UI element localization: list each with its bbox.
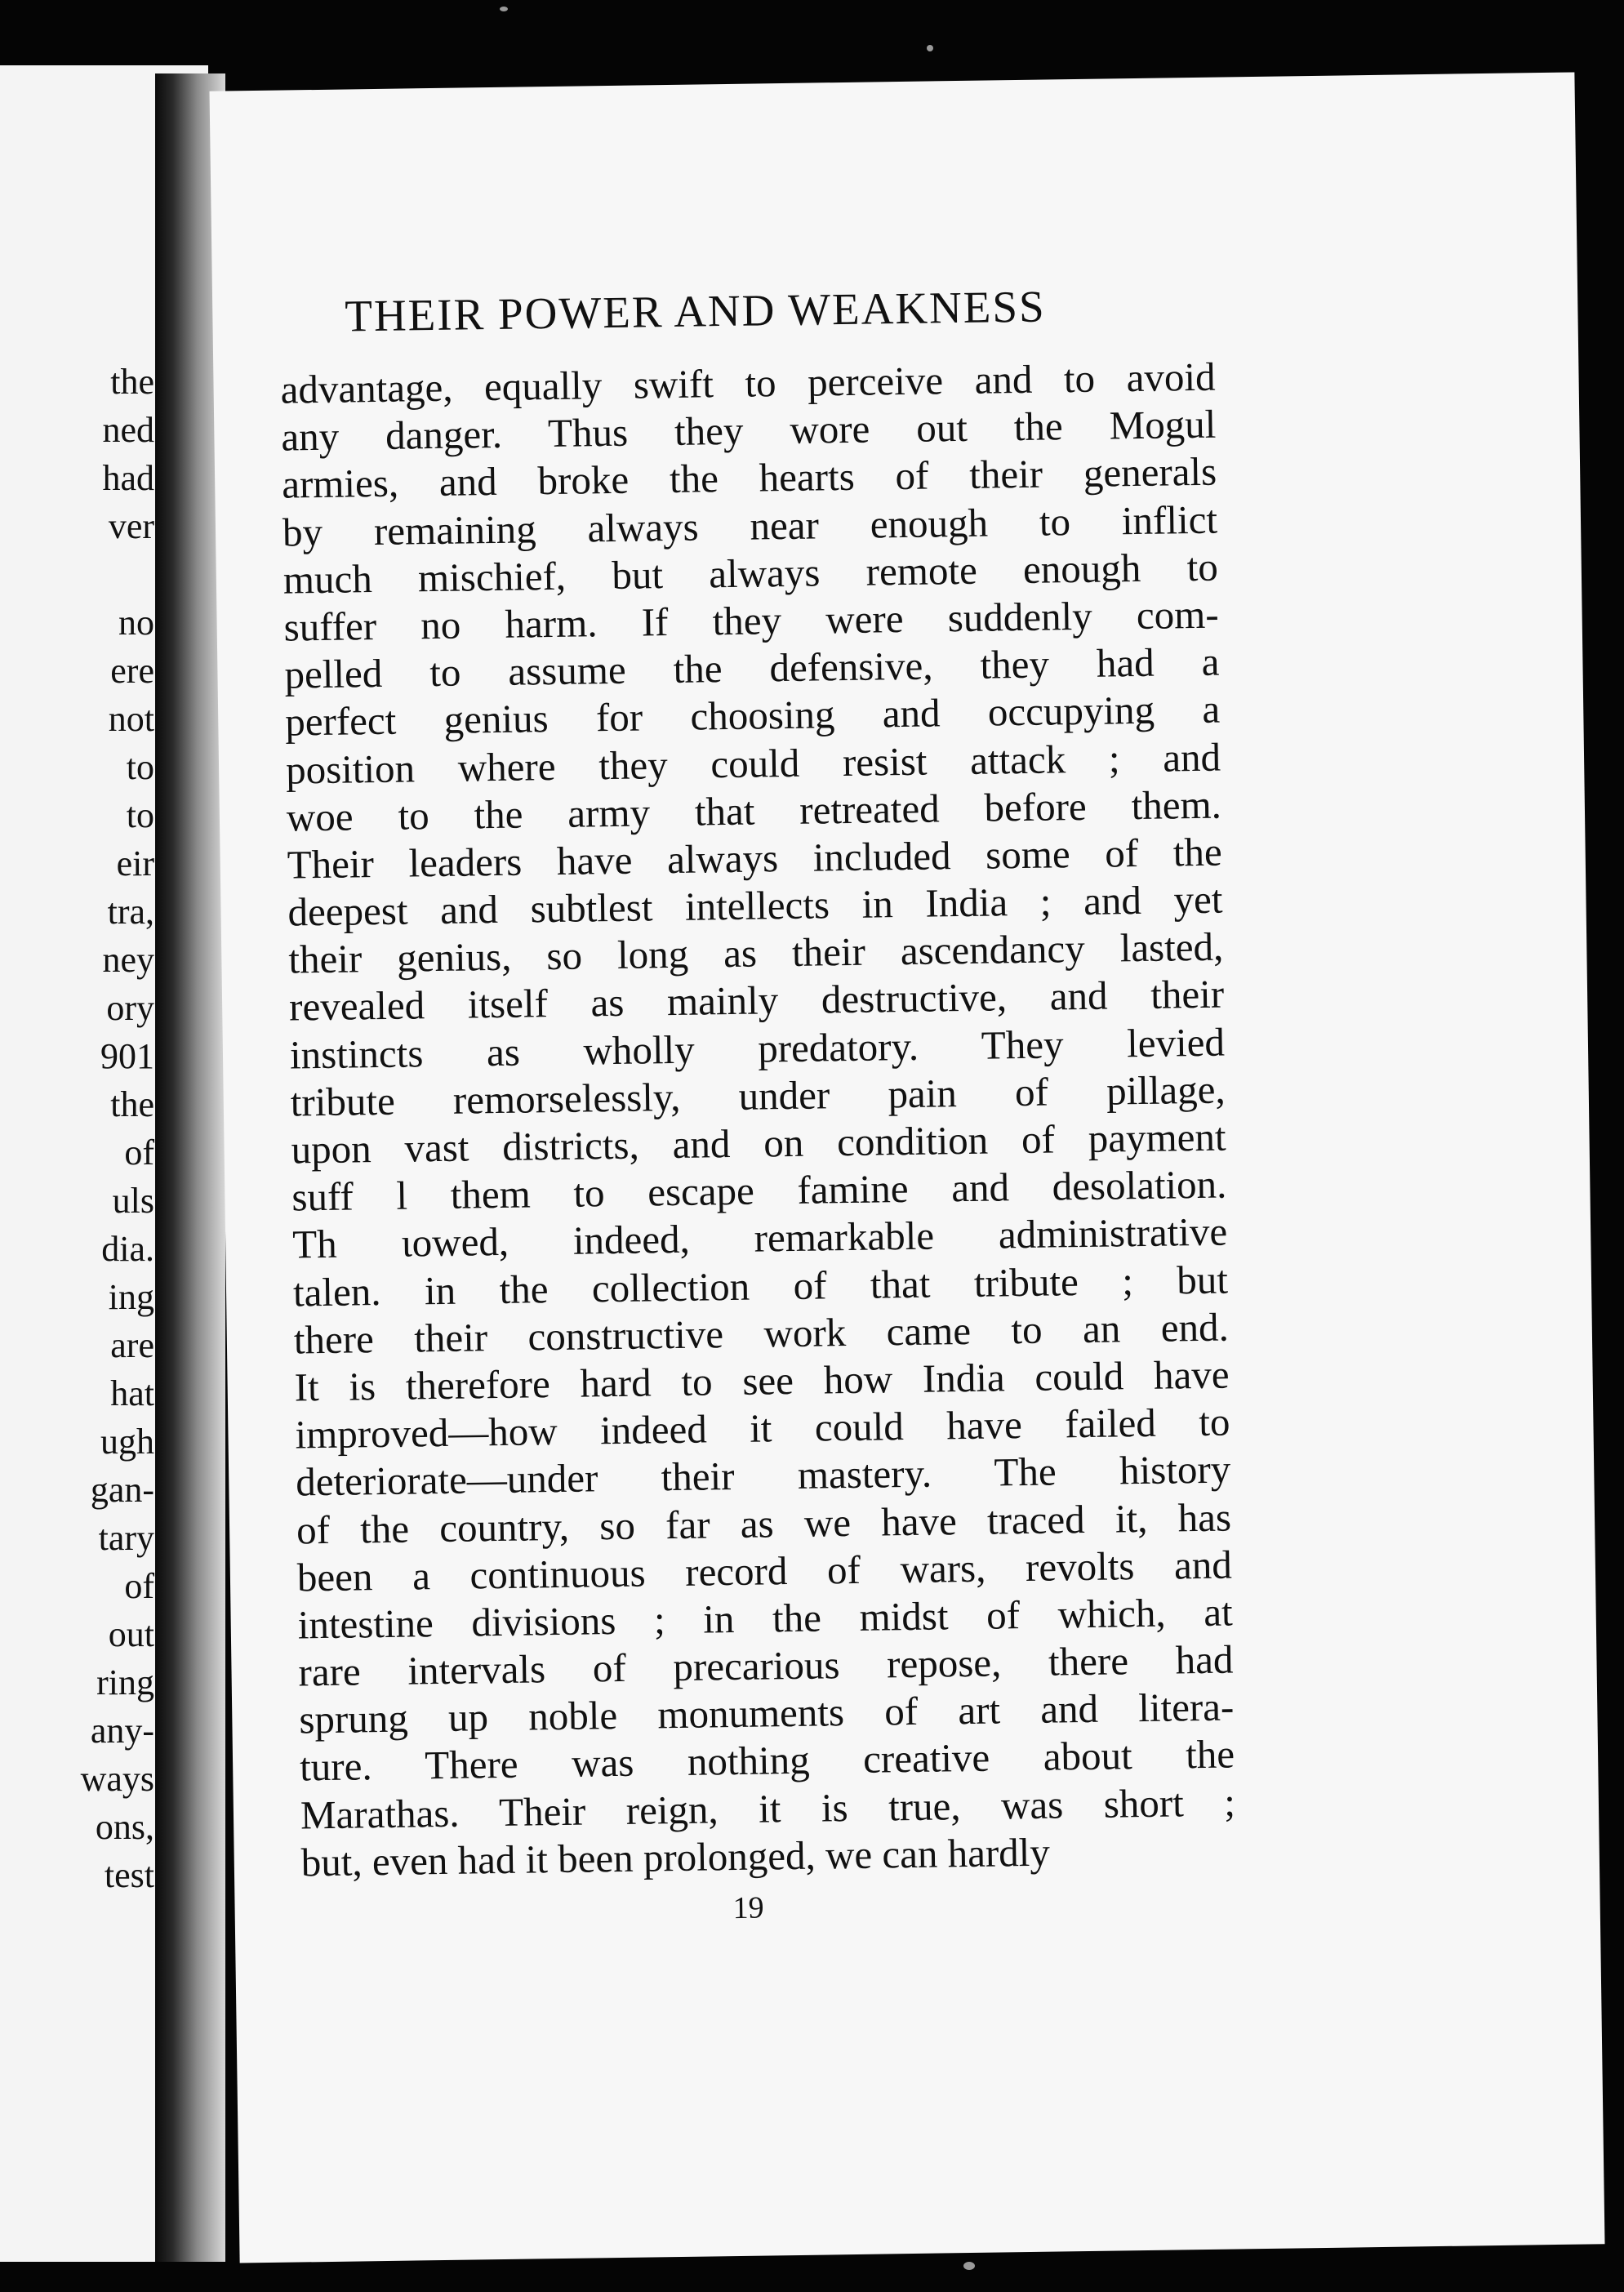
text-line: there their constructive work came to an end. bbox=[293, 1304, 1230, 1363]
text-line: sprung up noble monuments of art and litera- bbox=[298, 1684, 1235, 1742]
text-line: suff l them to escape famine and desolation. bbox=[291, 1161, 1227, 1220]
facing-page-line: ney bbox=[102, 940, 154, 980]
text-line: woe to the army that retreated before them. bbox=[286, 781, 1222, 840]
page-number: 19 bbox=[732, 1890, 764, 1926]
facing-page-line: dia. bbox=[101, 1229, 154, 1269]
facing-page-line: out bbox=[108, 1614, 154, 1654]
facing-page-line: to bbox=[126, 747, 154, 787]
facing-page-line: eir bbox=[116, 843, 154, 883]
facing-page-line: ring bbox=[96, 1662, 154, 1702]
text-line: Their leaders have always included some of the bbox=[287, 829, 1223, 888]
text-line: Th ιowed, indeed, remarkable administrative bbox=[291, 1208, 1228, 1267]
text-line: revealed itself as mainly destructive, and their bbox=[288, 972, 1225, 1030]
facing-page-line: the bbox=[110, 362, 154, 402]
text-line: by remaining always near enough to inflict bbox=[282, 496, 1218, 555]
facing-page-line: not bbox=[108, 699, 154, 739]
facing-page-line: to bbox=[126, 795, 154, 835]
text-line: deepest and subtlest intellects in India ; and yet bbox=[287, 876, 1223, 935]
text-line: but, even had it been prolonged, we can hardly bbox=[300, 1829, 1051, 1885]
facing-page-line: uls bbox=[112, 1181, 154, 1221]
facing-page-line: hat bbox=[110, 1373, 154, 1413]
text-line: advantage, equally swift to perceive and to avoid bbox=[280, 354, 1216, 412]
facing-page-line: ugh bbox=[100, 1422, 154, 1462]
text-line: rare intervals of precarious repose, there had bbox=[298, 1636, 1234, 1695]
text-line: improved—how indeed it could have failed to bbox=[295, 1399, 1230, 1458]
facing-page-line: ver bbox=[108, 506, 154, 546]
dust-speck bbox=[927, 45, 933, 51]
dust-speck bbox=[963, 2262, 975, 2270]
facing-page-line: ways bbox=[80, 1759, 154, 1799]
facing-page-line: 901 bbox=[100, 1036, 154, 1076]
text-line: ture. There was nothing creative about the bbox=[299, 1731, 1235, 1790]
text-line: perfect genius for choosing and occupying a bbox=[284, 686, 1221, 745]
text-line: pelled to assume the defensive, they had a bbox=[284, 639, 1220, 697]
facing-page-line: ing bbox=[108, 1277, 154, 1317]
body-text bbox=[280, 354, 1236, 1887]
facing-page-line: ory bbox=[106, 988, 154, 1028]
facing-page-line: of bbox=[124, 1133, 154, 1173]
facing-page-line: tary bbox=[98, 1518, 154, 1558]
text-line: position where they could resist attack ; and bbox=[285, 734, 1221, 793]
text-line: of the country, so far as we have traced it, has bbox=[296, 1494, 1232, 1552]
text-line: Marathas. Their reign, it is true, was short ; bbox=[300, 1779, 1236, 1838]
text-line: instincts as wholly predatory. They levied bbox=[289, 1019, 1226, 1078]
text-line: been a continuous record of wars, revolts and bbox=[296, 1542, 1233, 1600]
text-line: armies, and broke the hearts of their generals bbox=[281, 449, 1217, 507]
facing-page-line: gan- bbox=[90, 1470, 154, 1510]
facing-page-line: are bbox=[110, 1325, 154, 1365]
text-line: It is therefore hard to see how India could have bbox=[294, 1351, 1230, 1410]
book-page bbox=[210, 72, 1605, 2263]
text-line: upon vast districts, and on condition of payment bbox=[291, 1114, 1226, 1173]
text-line: much mischief, but always remote enough to bbox=[283, 544, 1219, 603]
text-line: any danger. Thus they wore out the Mogul bbox=[281, 401, 1217, 460]
text-line: tribute remorselessly, under pain of pillage, bbox=[290, 1066, 1226, 1125]
facing-page-line: ons, bbox=[95, 1807, 154, 1847]
facing-page-line: of bbox=[124, 1566, 154, 1606]
running-head: THEIR POWER AND WEAKNESS bbox=[344, 281, 1046, 341]
facing-page-line: any- bbox=[90, 1711, 154, 1751]
text-line: their genius, so long as their ascendancy lasted, bbox=[287, 923, 1224, 982]
facing-page-line: ere bbox=[110, 651, 154, 691]
facing-page-line: no bbox=[118, 603, 154, 643]
facing-page-line bbox=[81, 550, 154, 599]
facing-page-line: ned bbox=[102, 410, 154, 450]
facing-page-line: the bbox=[110, 1084, 154, 1124]
facing-page-text bbox=[81, 358, 154, 1899]
facing-page-line: tra, bbox=[107, 892, 154, 932]
text-line: suffer no harm. If they were suddenly com- bbox=[283, 591, 1219, 650]
facing-page-line: test bbox=[104, 1855, 154, 1895]
text-line: intestine divisions ; in the midst of which, at bbox=[297, 1589, 1234, 1648]
text-line: deteriorate—under their mastery. The history bbox=[295, 1446, 1231, 1505]
text-line: talen. in the collection of that tribute ; but bbox=[292, 1257, 1229, 1315]
dust-speck bbox=[500, 7, 508, 11]
facing-page-line: had bbox=[102, 458, 154, 498]
